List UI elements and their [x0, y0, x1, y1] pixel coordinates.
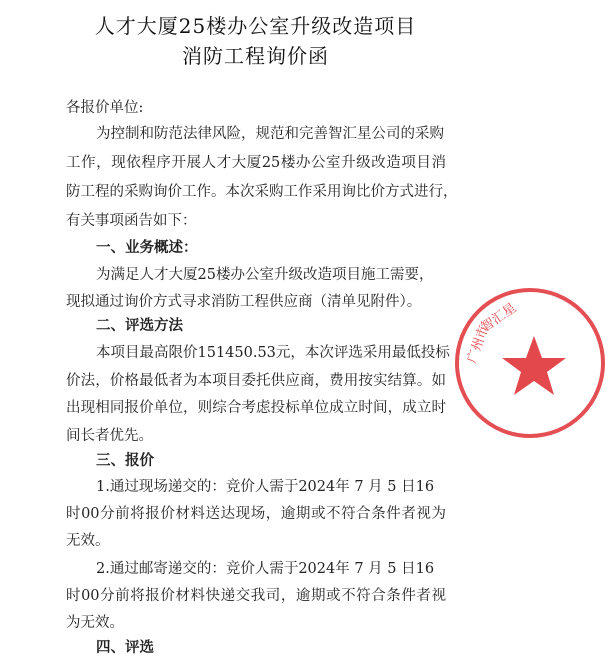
intro-line-4: 有关事项函告如下： — [66, 213, 197, 229]
seal-star-icon — [459, 292, 609, 442]
section-3-item-2-line-1: 2.通过邮寄递交的：竞价人需于2024年 7 月 5 日16 — [96, 561, 435, 577]
section-1-heading: 一、业务概述： — [96, 240, 198, 256]
section-3-item-1-line-3: 无效。 — [66, 533, 110, 549]
section-2-heading: 二、评选方法 — [96, 318, 183, 334]
section-3-item-1-line-2: 时00分前将报价材料送达现场，逾期或不符合条件者视为 — [66, 506, 446, 522]
section-2-line-4: 间长者优先。 — [66, 428, 153, 444]
salutation: 各报价单位: — [66, 100, 144, 116]
intro-line-1: 为控制和防范法律风险，规范和完善智汇星公司的采购 — [96, 126, 444, 142]
section-2-line-3: 出现相同报价单位，则综合考虑投标单位成立时间，成立时 — [66, 400, 446, 416]
section-2-line-1: 本项目最高限价151450.53元，本次评选采用最低投标 — [96, 345, 450, 361]
section-2-line-2: 价法，价格最低者为本项目委托供应商，费用按实结算。如 — [66, 373, 446, 389]
section-1-line-1: 为满足人才大厦25楼办公室升级改造项目施工需要， — [96, 267, 434, 283]
section-3-item-1-line-1: 1.通过现场递交的：竞价人需于2024年 7 月 5 日16 — [96, 479, 435, 495]
document-title-line-2: 消防工程询价函 — [182, 44, 329, 68]
intro-line-2: 工作，现依程序开展人才大厦25楼办公室升级改造项目消 — [66, 155, 446, 171]
svg-text:广州市: 广州市 — [464, 323, 493, 366]
svg-text:智汇星: 智汇星 — [478, 300, 520, 336]
section-3-heading: 三、报价 — [96, 453, 154, 469]
section-3-item-2-line-2: 时00分前将报价材料快递交我司，逾期或不符合条件者视 — [66, 588, 446, 604]
company-seal — [455, 288, 605, 438]
section-1-line-2: 现拟通过询价方式寻求消防工程供应商（清单见附件）。 — [66, 294, 422, 310]
document-title-line-1: 人才大厦25楼办公室升级改造项目 — [94, 14, 417, 38]
section-3-item-2-line-3: 为无效。 — [66, 615, 124, 631]
intro-line-3: 防工程的采购询价工作。本次采购工作采用询比价方式进行， — [66, 184, 458, 200]
section-4-heading: 四、评选 — [96, 640, 154, 656]
